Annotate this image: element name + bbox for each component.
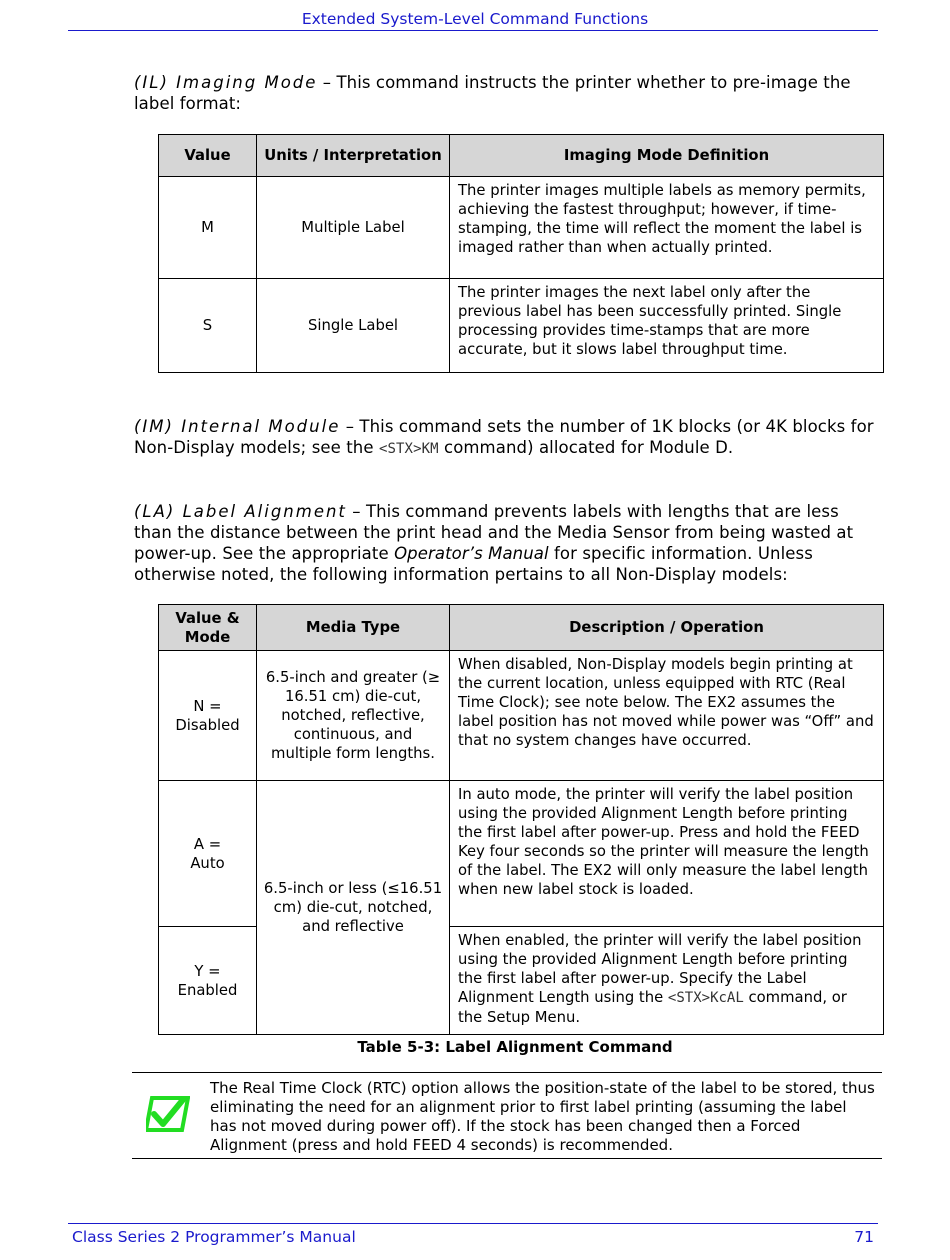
value-mode-cell — [159, 927, 257, 1035]
table-row — [159, 279, 884, 373]
label-alignment-table — [158, 604, 884, 1035]
description-text-1: When enabled, the printer will verify the label position using the provided Alignment Length before printing the first label after power-up. Specify the Label Alignment Length using the — [458, 932, 862, 1006]
footer-manual-title: Class Series 2 Programmer’s Manual — [72, 1228, 356, 1246]
label-alignment-text-2: for specific information. Unless otherwise noted, the following information pertains to all Non-Display models: — [134, 544, 813, 584]
header-divider — [68, 30, 878, 31]
mode-name: Enabled — [177, 981, 238, 999]
column-header: Value — [159, 135, 257, 177]
description-cell: When disabled, Non-Display models begin printing at the current location, unless equipped with RTC (Real Time Clock); see note below. The EX2 assumes the label position has not moved while power was “Off” and that no system changes have occurred. — [450, 651, 884, 781]
internal-module-command-label: (IM) Internal Module — [134, 417, 341, 436]
imaging-mode-table — [158, 134, 884, 373]
imaging-mode-paragraph — [134, 72, 879, 114]
imaging-mode-intro: – This command instructs the printer whether to pre-image the label format: — [134, 73, 851, 113]
description-cell: In auto mode, the printer will verify the label position using the provided Alignment Length before printing the first label after power-up. Press and hold the FEED Key four seconds so the printer will measure the length of the label. The EX2 will only measure the label length when new label stock is loaded. — [450, 781, 884, 927]
mode-value: Y = — [194, 962, 221, 980]
column-header: Value & Mode — [159, 605, 257, 651]
mode-value: A = — [193, 835, 222, 853]
column-header: Description / Operation — [450, 605, 884, 651]
definition-cell: The printer images multiple labels as memory permits, achieving the fastest throughput; however, if time-stamping, the time will reflect the moment the label is imaged rather than when actually printed. — [450, 177, 884, 279]
description-text-2: command, or the Setup Menu. — [458, 989, 847, 1026]
label-alignment-text-1: – This command prevents labels with lengths that are less than the distance between the print head and the Media Sensor from being wasted at power-up. See the appropriate — [134, 502, 854, 563]
column-header: Units / Interpretation — [257, 135, 450, 177]
stx-kcal-code: <STX>KcAL — [667, 990, 744, 1006]
mode-name: Disabled — [175, 716, 240, 734]
units-cell: Multiple Label — [257, 177, 450, 279]
definition-cell: The printer images the next label only after the previous label has been successfully printed. Single processing provides time-stamps that are more accurate, but it slows label throughput time. — [450, 279, 884, 373]
value-cell: M — [159, 177, 257, 279]
units-cell: Single Label — [257, 279, 450, 373]
page-header-title: Extended System-Level Command Functions — [301, 10, 649, 28]
table-header-row — [159, 605, 884, 651]
table-caption: Table 5-3: Label Alignment Command — [357, 1038, 673, 1056]
column-header: Imaging Mode Definition — [450, 135, 884, 177]
table-row — [159, 177, 884, 279]
media-type-cell: 6.5-inch or less (≤16.51 cm) die-cut, notched, and reflective — [257, 781, 450, 1035]
footer-page-number: 71 — [854, 1228, 874, 1246]
internal-module-paragraph — [134, 416, 879, 460]
description-cell — [450, 927, 884, 1035]
internal-module-text-2: command) allocated for Module D. — [438, 438, 734, 457]
value-mode-cell — [159, 781, 257, 927]
table-header-row — [159, 135, 884, 177]
mode-name: Auto — [190, 854, 225, 872]
value-mode-cell — [159, 651, 257, 781]
value-cell: S — [159, 279, 257, 373]
label-alignment-command-label: (LA) Label Alignment — [134, 502, 347, 521]
table-row — [159, 781, 884, 927]
stx-km-code: <STX>KM — [378, 441, 439, 457]
operators-manual-reference: Operator’s Manual — [394, 544, 549, 563]
rtc-note-text: The Real Time Clock (RTC) option allows the position-state of the label to be stored, thus eliminating the need for an alignment prior to first label printing (assuming the label has not moved during power off). If the stock has been changed then a Forced Alignment (press and hold FEED 4 seconds) is recommended. — [210, 1079, 875, 1154]
label-alignment-paragraph — [134, 501, 879, 585]
mode-value: N = — [193, 697, 222, 715]
column-header: Media Type — [257, 605, 450, 651]
checkmark-icon — [146, 1096, 190, 1132]
note-top-rule — [132, 1072, 882, 1073]
media-type-cell: 6.5-inch and greater (≥ 16.51 cm) die-cut, notched, reflective, continuous, and multiple form lengths. — [257, 651, 450, 781]
imaging-mode-command-label: (IL) Imaging Mode — [134, 73, 318, 92]
footer-divider — [68, 1223, 878, 1224]
table-row — [159, 651, 884, 781]
note-bottom-rule — [132, 1158, 882, 1159]
internal-module-text-1: – This command sets the number of 1K blocks (or 4K blocks for Non-Display models; see the — [134, 417, 874, 457]
